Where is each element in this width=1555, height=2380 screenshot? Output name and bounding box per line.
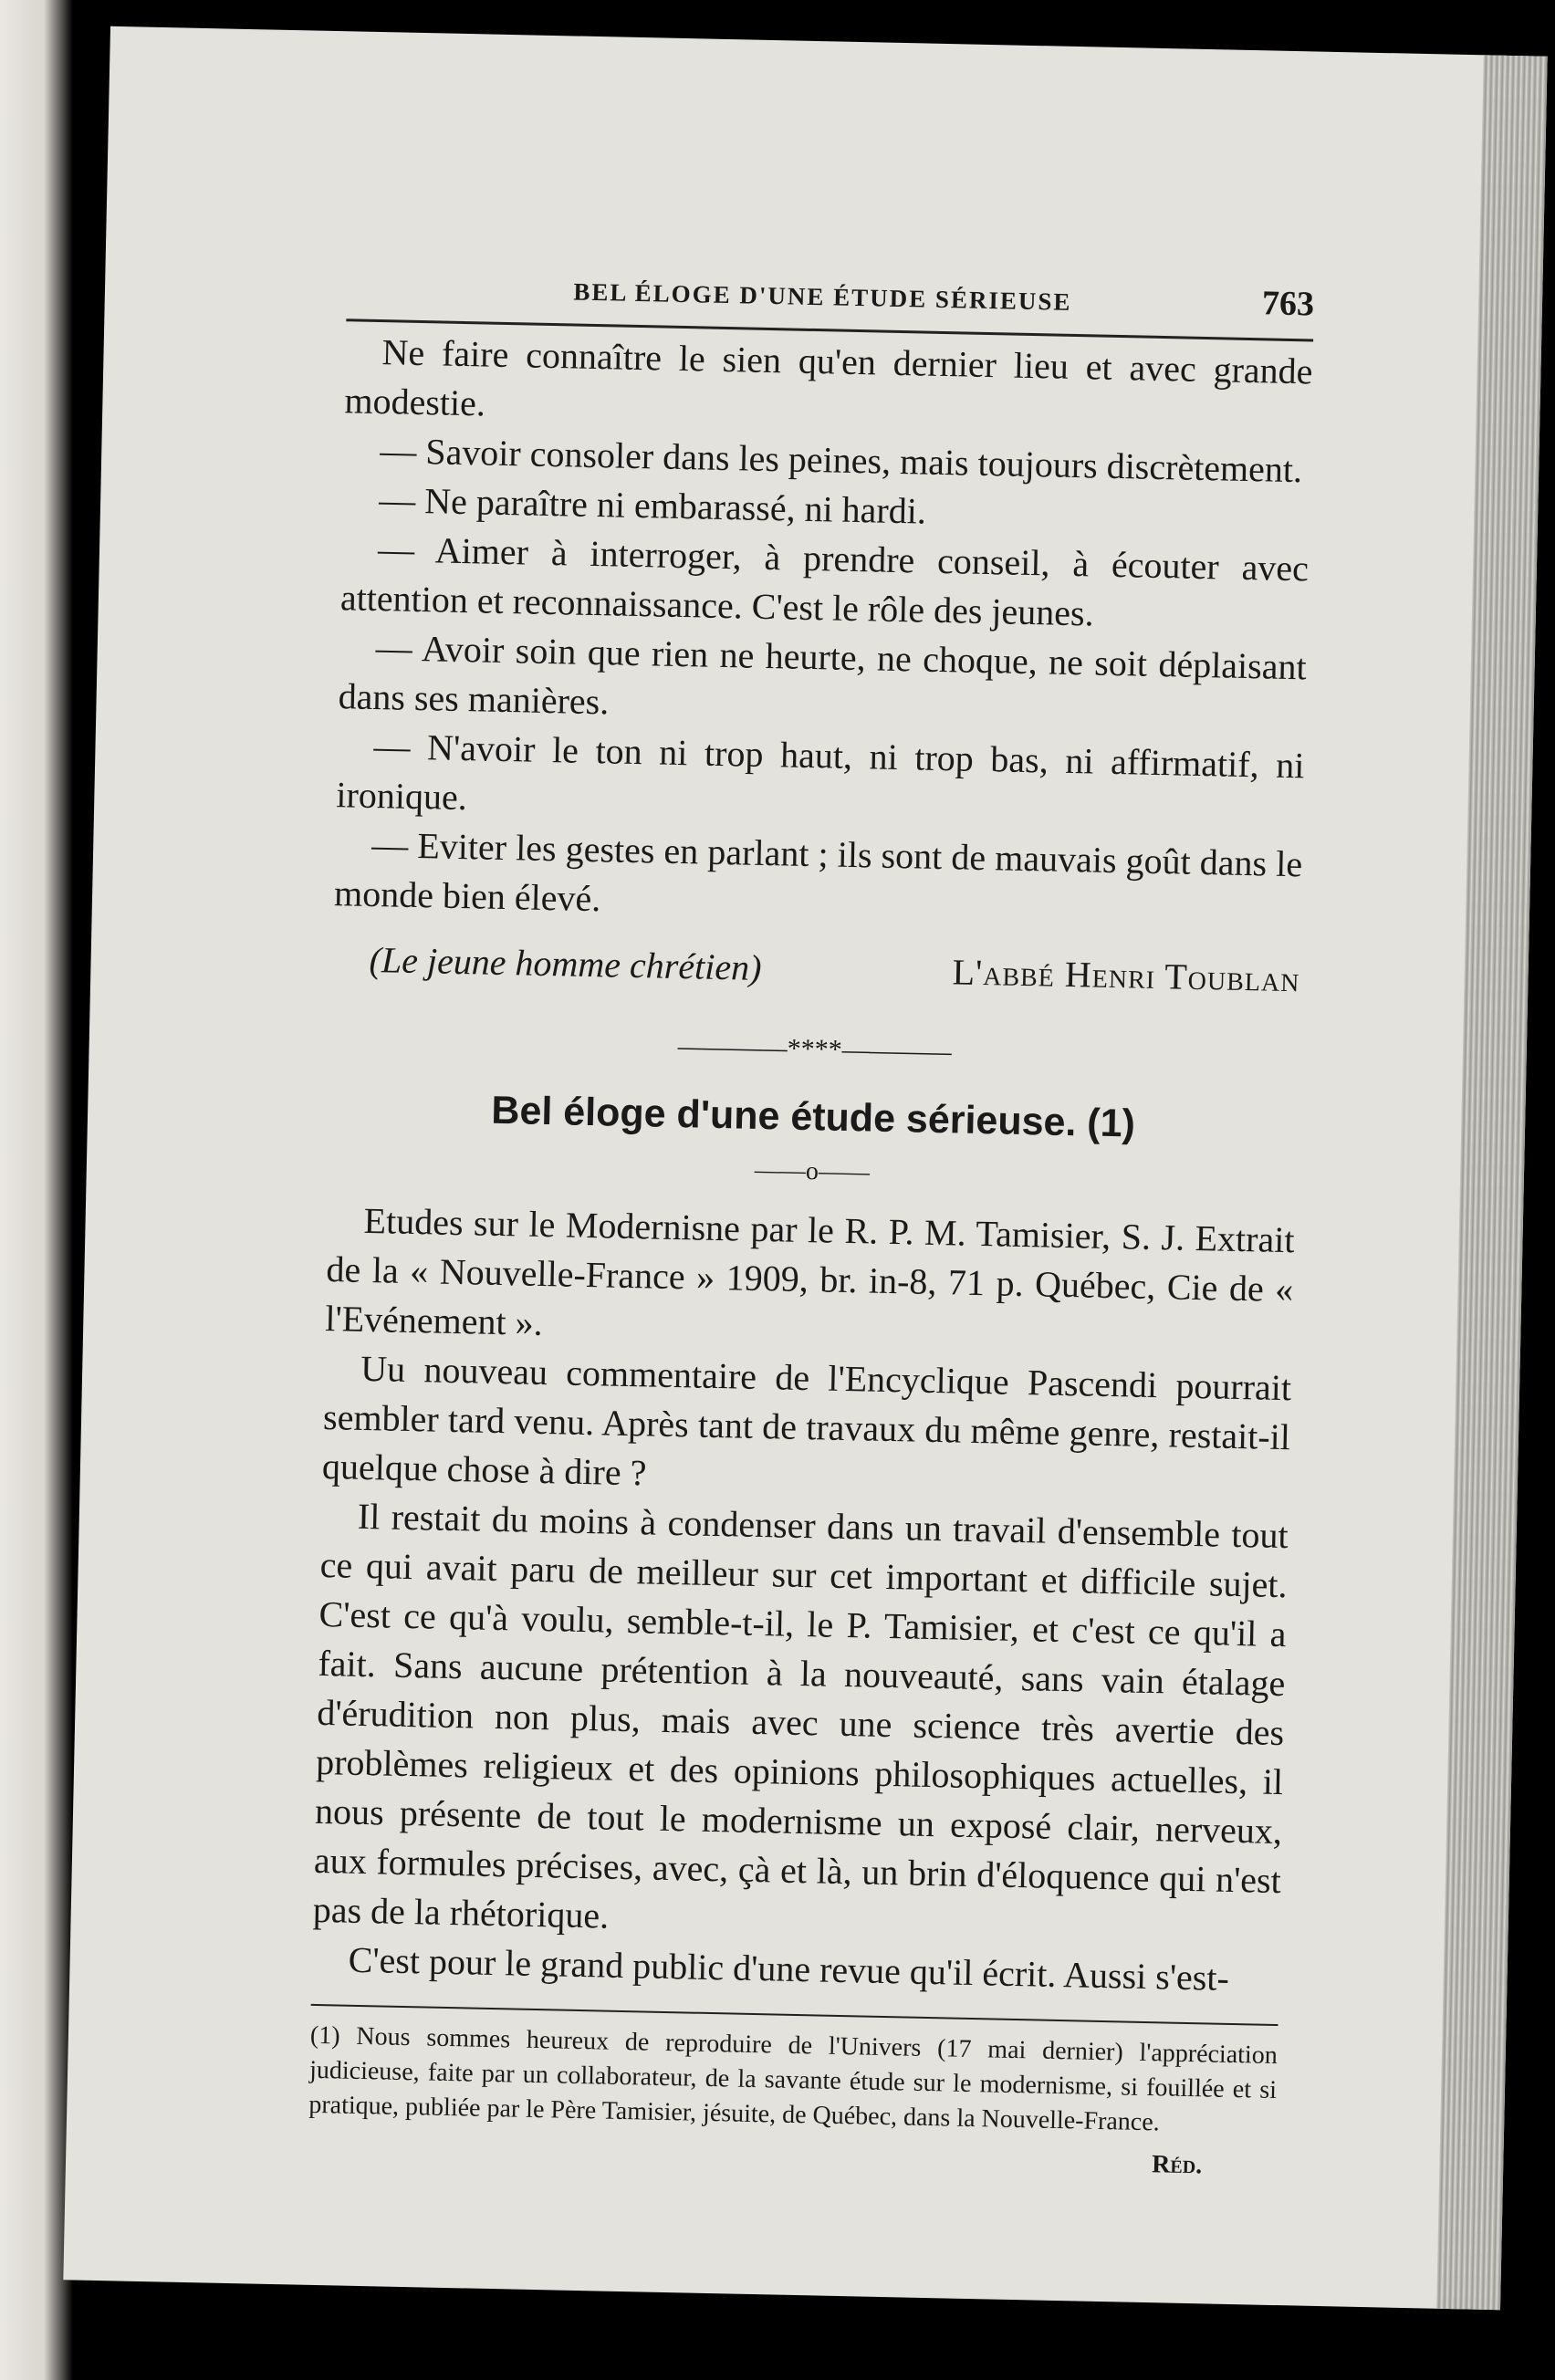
title-ornament: ——o——	[754, 1155, 871, 1187]
page-stack-edge	[1436, 55, 1548, 2310]
page-text	[308, 259, 1315, 2192]
paragraph: Etudes sur le Modernisne par le R. P. M. Tamisier, S. J. Extrait de la « Nouvelle-France » 1909, br. in-8, 71 p. Québec, Cie de « l'Evénement ».	[324, 1199, 1295, 1344]
maxim: Ne faire connaître le sien qu'en dernier lieu et avec grande modestie.	[344, 331, 1313, 424]
running-head-title: BEL ÉLOGE D'UNE ÉTUDE SÉRIEUSE	[573, 277, 1072, 316]
paragraph: C'est pour le grand public d'une revue qu'il écrit. Aussi s'est-	[348, 1938, 1230, 1999]
facing-page-edge	[0, 0, 73, 2380]
maxim: — N'avoir le ton ni trop haut, ni trop bas, ni affirmatif, ni ironique.	[335, 725, 1305, 819]
section-title: Bel éloge d'une étude sérieuse. (1)	[490, 1088, 1136, 1146]
maxim: — Aimer à interroger, à prendre conseil, à écouter avec attention et reconnaissance. C'est le rôle des jeunes.	[339, 528, 1310, 634]
maxim: — Savoir consoler dans les peines, mais toujours discrètement.	[379, 430, 1303, 491]
footnote-text: (1) Nous sommes heureux de reproduire de l'Univers (17 mai dernier) l'appréciation judicieuse, faite par un collaborateur, de la savante étude sur le modernisme, si fouillée et si pratique, publiée par le Père Tamisier, jésuite, de Québec, dans la Nouvelle-France.	[308, 2020, 1278, 2137]
attribution	[332, 934, 1300, 1004]
book-page	[63, 26, 1547, 2310]
footnote-signature: Réd.	[1151, 2150, 1203, 2180]
page-number: 763	[1261, 284, 1315, 324]
running-head-spacer	[347, 295, 383, 296]
attribution-author: L'abbé Henri Toublan	[952, 951, 1300, 1000]
maxim: — Avoir soin que rien ne heurte, ne choque, ne soit déplaisant dans ses manières.	[338, 627, 1308, 723]
paragraph: Il restait du moins à condenser dans un travail d'ensemble tout ce qui avait paru de meilleur sur cet important et difficile sujet. C'est ce qu'à voulu, semble-t-il, le P. Tamisier, et c'est ce qu'il a fait. Sans aucune prétention à la nouveauté, sans vain étalage d'érudition non plus, mais avec une science très avertie des problèmes religieux et des opinions philosophiques actuelles, il nous présente de tout le modernisme un exposé clair, nerveux, aux formules précises, avec, çà et là, un brin d'éloquence qui n'est pas de la rhétorique.	[312, 1495, 1289, 1936]
maxim: — Eviter les gestes en parlant ; ils sont de mauvais goût dans le monde bien élevé.	[333, 823, 1303, 920]
section-divider: ————****————	[677, 1031, 953, 1068]
maxim: — Ne paraître ni embarassé, ni hardi.	[378, 479, 927, 532]
paragraph: Uu nouveau commentaire de l'Encyclique Pascendi pourrait sembler tard venu. Après tant de travaux du même genre, restait-il quelque chose à dire ?	[321, 1347, 1292, 1494]
attribution-source: (Le jeune homme chrétien)	[369, 938, 762, 988]
